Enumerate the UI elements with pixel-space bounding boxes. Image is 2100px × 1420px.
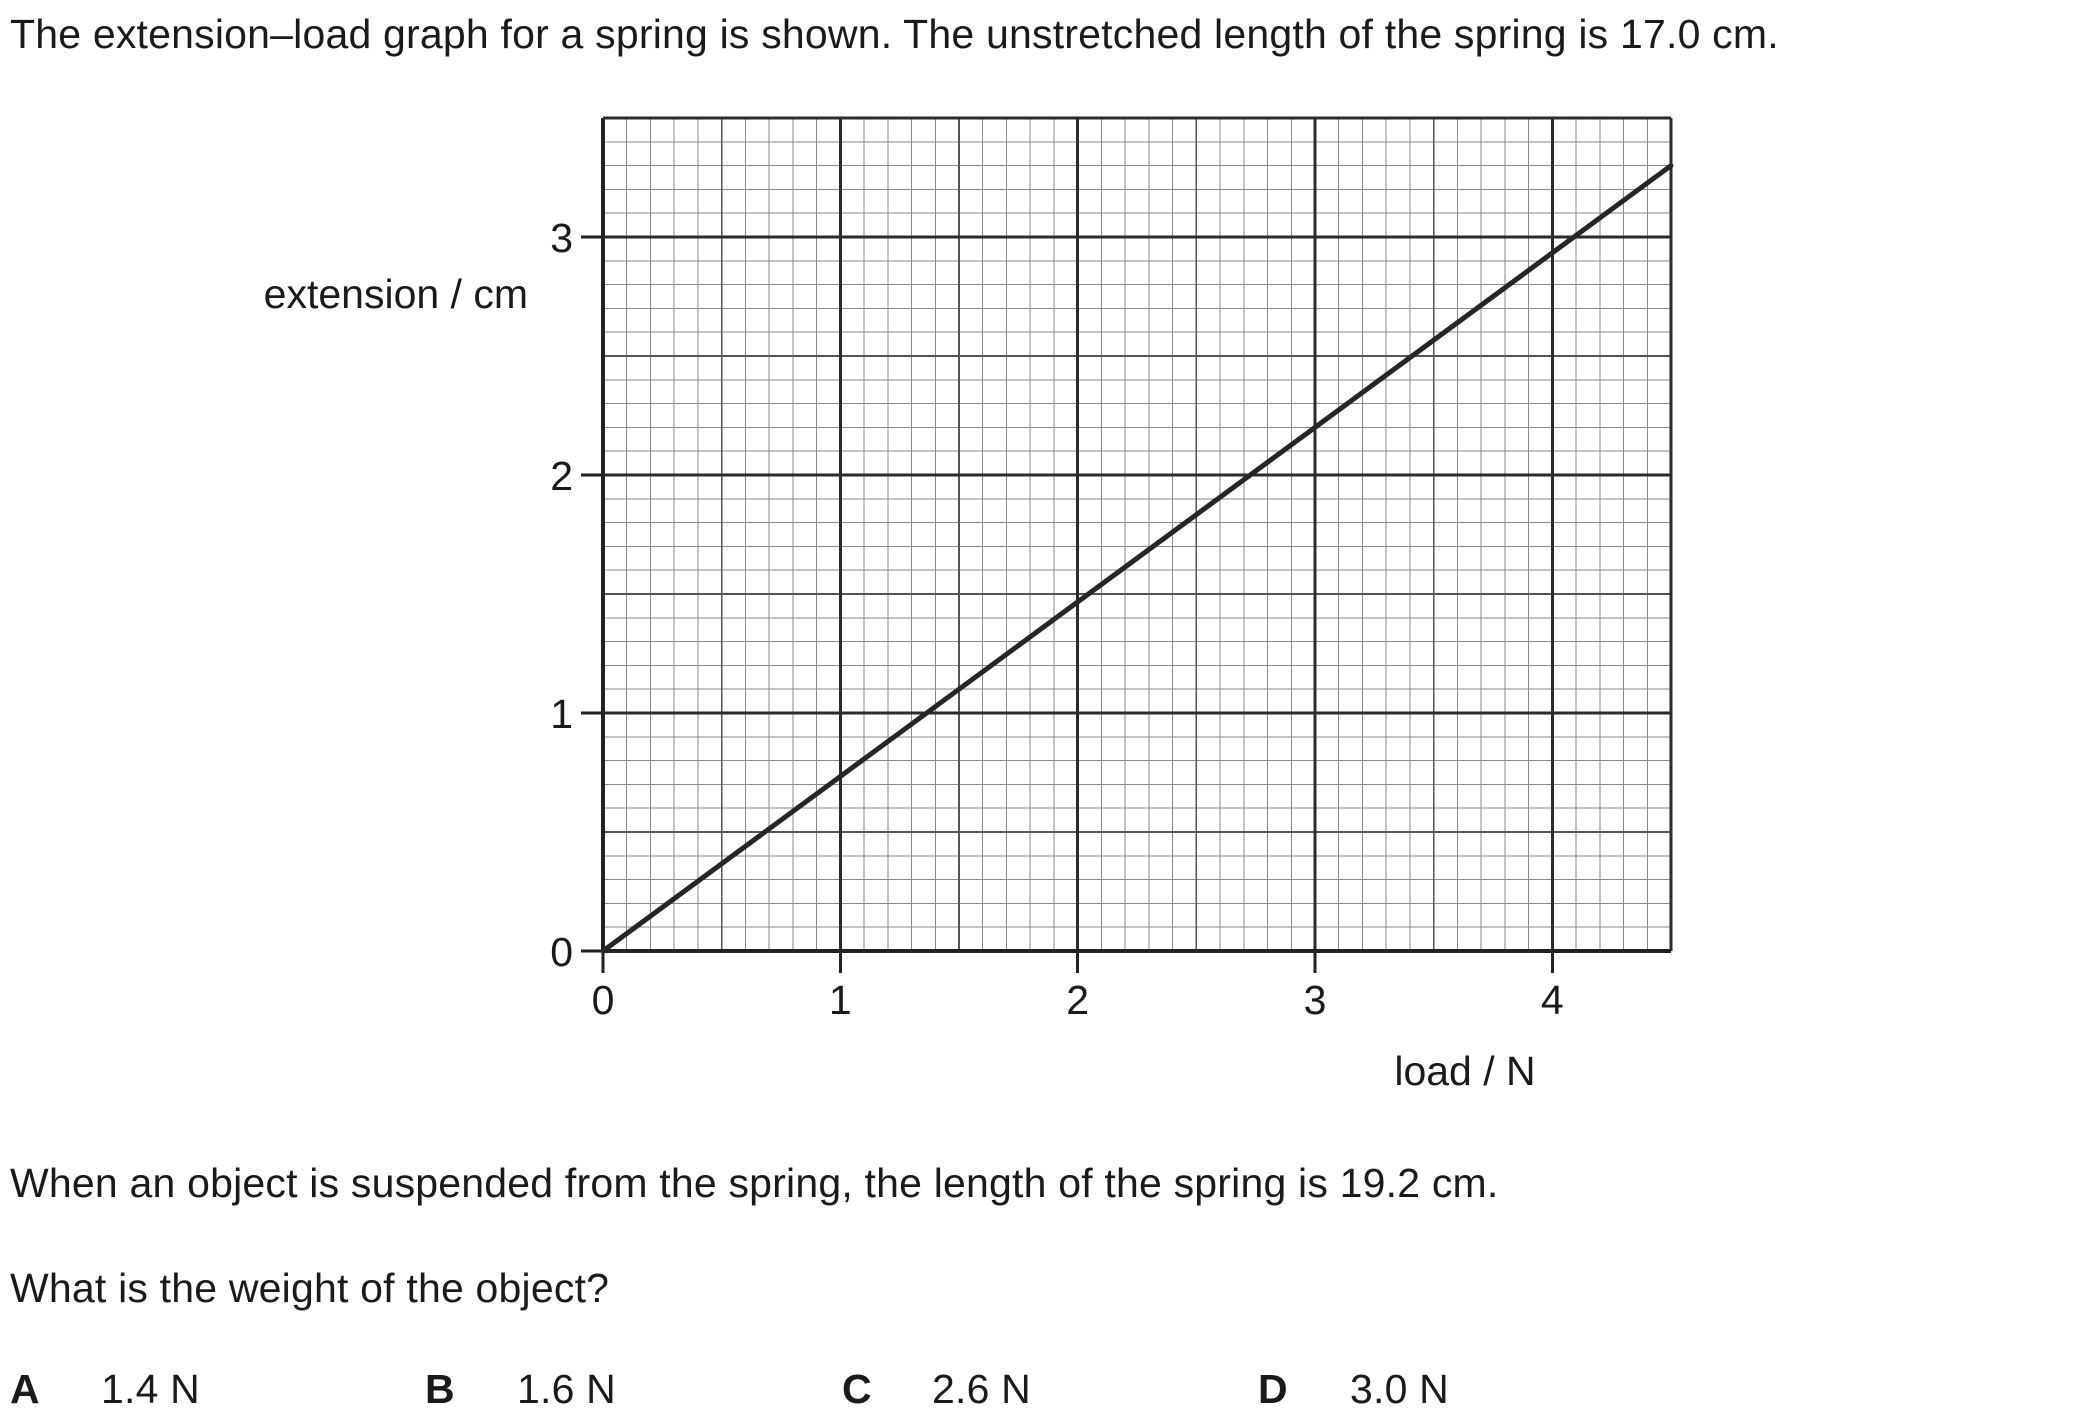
x-tick-label: 1 bbox=[828, 977, 852, 1023]
option-d-letter: D bbox=[1258, 1366, 1288, 1412]
y-tick-label: 2 bbox=[550, 453, 573, 499]
axes bbox=[603, 118, 1671, 951]
series-line-0 bbox=[603, 166, 1671, 951]
y-axis-label: extension / cm bbox=[263, 271, 528, 317]
x-tick-label: 3 bbox=[1303, 977, 1327, 1023]
option-d-text: 3.0 N bbox=[1350, 1366, 1449, 1412]
option-c-text: 2.6 N bbox=[932, 1366, 1031, 1412]
option-a-letter: A bbox=[10, 1366, 40, 1412]
question-intro: The extension–load graph for a spring is shown. The unstretched length of the spring is 17.0 cm. bbox=[10, 11, 1779, 57]
option-a-text: 1.4 N bbox=[101, 1366, 200, 1412]
question-condition: When an object is suspended from the spring, the length of the spring is 19.2 cm. bbox=[10, 1160, 1499, 1206]
series-layer bbox=[603, 166, 1671, 951]
y-tick-label: 0 bbox=[550, 929, 573, 975]
x-axis-label: load / N bbox=[1394, 1048, 1536, 1094]
minor-grid bbox=[603, 118, 1671, 951]
option-c-letter: C bbox=[842, 1366, 872, 1412]
x-tick-label: 2 bbox=[1066, 977, 1090, 1023]
x-tick-label: 0 bbox=[591, 977, 615, 1023]
major-grid bbox=[603, 118, 1671, 951]
y-tick-label: 1 bbox=[550, 691, 573, 737]
option-b-letter: B bbox=[425, 1366, 455, 1412]
option-b-text: 1.6 N bbox=[517, 1366, 616, 1412]
medium-grid bbox=[603, 118, 1671, 951]
question-prompt: What is the weight of the object? bbox=[10, 1265, 610, 1311]
x-tick-label: 4 bbox=[1540, 977, 1564, 1023]
y-tick-label: 3 bbox=[550, 215, 573, 261]
